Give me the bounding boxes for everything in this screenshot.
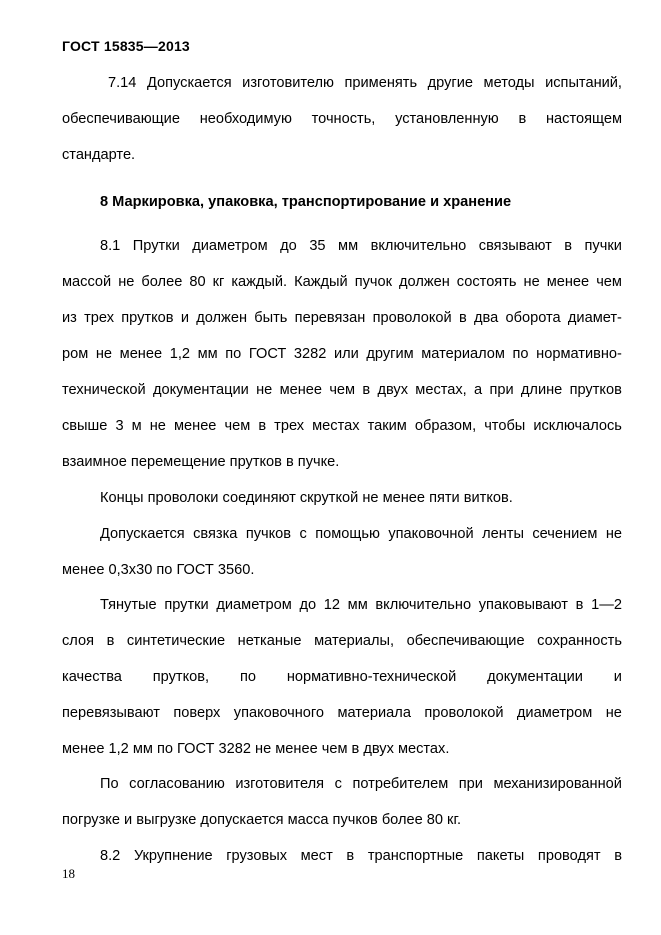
word: Каждый: [294, 274, 348, 290]
word: мест: [300, 848, 333, 864]
word: ГОСТ: [248, 346, 287, 362]
word: синтетические: [126, 633, 226, 649]
word: установленную: [395, 111, 499, 127]
word: сохранность: [537, 633, 622, 649]
word: помощью: [315, 526, 380, 542]
word: проволокой: [424, 705, 504, 721]
word: связка: [193, 526, 238, 542]
word: каждый.: [231, 274, 288, 290]
text-line: [108, 74, 622, 92]
word: быть: [254, 310, 288, 326]
word: кг: [212, 274, 225, 290]
text-line: [100, 775, 622, 793]
text-line: [62, 110, 622, 128]
word: по: [512, 346, 529, 362]
word: механизированной: [493, 776, 622, 792]
word: сечением: [532, 526, 598, 542]
word: 8.1: [100, 238, 121, 254]
word: слоя: [62, 633, 94, 649]
word: местах,: [415, 382, 467, 398]
word: менее: [119, 346, 163, 362]
word: прутки: [164, 597, 209, 613]
word: пучки: [584, 238, 622, 254]
word: исключалось: [533, 418, 622, 434]
word: в: [346, 848, 355, 864]
word: применять: [344, 75, 418, 91]
word: более: [141, 274, 183, 290]
text-line: [62, 417, 622, 435]
word: местах: [312, 418, 360, 434]
word: в: [614, 848, 622, 864]
word: менее: [173, 418, 217, 434]
word: документации: [152, 382, 249, 398]
word: другим: [366, 346, 414, 362]
text-line: [62, 273, 622, 291]
text-line: [100, 596, 622, 614]
word: потребителем: [352, 776, 449, 792]
word: упаковочного: [233, 705, 325, 721]
word: прутков: [121, 310, 174, 326]
word: в: [106, 633, 115, 649]
word: а: [474, 382, 483, 398]
word: таким: [367, 418, 407, 434]
text-line: стандарте.: [62, 147, 136, 163]
word: диаметром: [192, 238, 268, 254]
word: транспортные: [367, 848, 464, 864]
word: чем: [329, 382, 356, 398]
text-line: [100, 847, 622, 865]
word: с: [334, 776, 342, 792]
word: двух: [377, 382, 408, 398]
word: и: [180, 310, 189, 326]
word: настоящем: [545, 111, 622, 127]
word: длине: [520, 382, 563, 398]
word: ром: [62, 346, 89, 362]
word: не: [605, 526, 622, 542]
word: в: [258, 418, 267, 434]
word: трех: [84, 310, 115, 326]
word: включительно: [370, 238, 467, 254]
word: мм: [197, 346, 218, 362]
word: изготовителя: [235, 776, 325, 792]
word: не: [118, 274, 135, 290]
word: прутков,: [152, 669, 210, 685]
word: перевязывают: [62, 705, 160, 721]
word: согласованию: [129, 776, 225, 792]
word: качества: [62, 669, 122, 685]
word: не: [523, 274, 540, 290]
word: в: [575, 597, 584, 613]
text-line: [62, 632, 622, 650]
word: свыше: [62, 418, 108, 434]
word: 12: [323, 597, 340, 613]
text-line: [62, 345, 622, 363]
word: нетканые: [237, 633, 302, 649]
word: диаметром: [216, 597, 292, 613]
word: обеспечивающие: [406, 633, 525, 649]
word: при: [458, 776, 483, 792]
word: материала: [337, 705, 411, 721]
word: не: [95, 346, 113, 362]
word: связывают: [478, 238, 552, 254]
word: ленты: [482, 526, 524, 542]
text-line: [62, 668, 622, 686]
word: По: [100, 776, 119, 792]
word: в: [518, 111, 527, 127]
word: нормативно-технической: [286, 669, 457, 685]
word: состоять: [456, 274, 517, 290]
word: другие: [427, 75, 473, 91]
word: м: [131, 418, 142, 434]
text-line: [62, 704, 622, 722]
word: упаковывают: [478, 597, 568, 613]
word: не: [149, 418, 166, 434]
word: Тянутые: [100, 597, 157, 613]
word: до: [299, 597, 317, 613]
word: материалы,: [314, 633, 395, 649]
text-line: [100, 525, 622, 543]
word: необходимую: [199, 111, 292, 127]
word: диамет-: [567, 310, 622, 326]
word: проволокой: [372, 310, 452, 326]
word: в: [362, 382, 371, 398]
word: 80: [189, 274, 206, 290]
word: в: [564, 238, 573, 254]
word: технической: [62, 382, 146, 398]
word: точность,: [311, 111, 376, 127]
word: упаковочной: [388, 526, 474, 542]
word: документации: [487, 669, 583, 685]
word: испытаний,: [545, 75, 622, 91]
word: из: [62, 310, 77, 326]
word: по: [225, 346, 242, 362]
word: грузовых: [226, 848, 287, 864]
word: перевязан: [294, 310, 366, 326]
text-line: взаимное перемещение прутков в пучке.: [62, 454, 340, 470]
word: мм: [338, 238, 359, 254]
text-line: менее 0,3х30 по ГОСТ 3560.: [62, 562, 255, 578]
page-number: 18: [62, 866, 75, 881]
word: нормативно-: [536, 346, 622, 362]
word: Прутки: [132, 238, 180, 254]
word: или: [333, 346, 359, 362]
word: 7.14: [108, 75, 137, 91]
word: по: [239, 669, 256, 685]
word: обеспечивающие: [62, 111, 180, 127]
word: диаметром: [516, 705, 593, 721]
word: чем: [596, 274, 622, 290]
word: чтобы: [484, 418, 526, 434]
word: поверх: [173, 705, 221, 721]
word: должен: [399, 274, 450, 290]
text-line: менее 1,2 мм по ГОСТ 3282 не менее чем в двух местах.: [62, 741, 450, 757]
word: трех: [274, 418, 305, 434]
word: с: [299, 526, 307, 542]
word: и: [613, 669, 622, 685]
word: пучков: [245, 526, 292, 542]
word: образом,: [414, 418, 477, 434]
word: прутков: [569, 382, 622, 398]
word: менее: [279, 382, 323, 398]
word: в: [458, 310, 467, 326]
word: пучок: [354, 274, 392, 290]
word: до: [280, 238, 297, 254]
word: 1,2: [169, 346, 190, 362]
word: 3282: [293, 346, 327, 362]
text-line: погрузке и выгрузке допускается масса пучков более 80 кг.: [62, 812, 462, 828]
word: 8.2: [100, 848, 121, 864]
word: материалом: [421, 346, 505, 362]
word: должен: [196, 310, 247, 326]
word: чем: [224, 418, 251, 434]
word: не: [605, 705, 622, 721]
word: 35: [309, 238, 326, 254]
word: при: [489, 382, 514, 398]
text-line: [62, 381, 622, 399]
text-line: Концы проволоки соединяют скруткой не менее пяти витков.: [100, 490, 513, 506]
word: 3: [115, 418, 124, 434]
text-line: [62, 309, 622, 327]
word: изготовителю: [242, 75, 334, 91]
word: два: [474, 310, 499, 326]
word: проводят: [537, 848, 601, 864]
word: массой: [62, 274, 112, 290]
word: Допускается: [100, 526, 185, 542]
word: 1—2: [591, 597, 622, 613]
word: Допускается: [146, 75, 232, 91]
document-header: ГОСТ 15835—2013: [62, 38, 190, 54]
section-heading: 8 Маркировка, упаковка, транспортирование и хранение: [100, 194, 512, 210]
word: методы: [483, 75, 535, 91]
word: Укрупнение: [133, 848, 213, 864]
word: пакеты: [476, 848, 525, 864]
word: оборота: [505, 310, 561, 326]
word: мм: [347, 597, 368, 613]
word: менее: [546, 274, 590, 290]
text-line: [100, 237, 622, 255]
word: включительно: [375, 597, 472, 613]
word: не: [256, 382, 273, 398]
